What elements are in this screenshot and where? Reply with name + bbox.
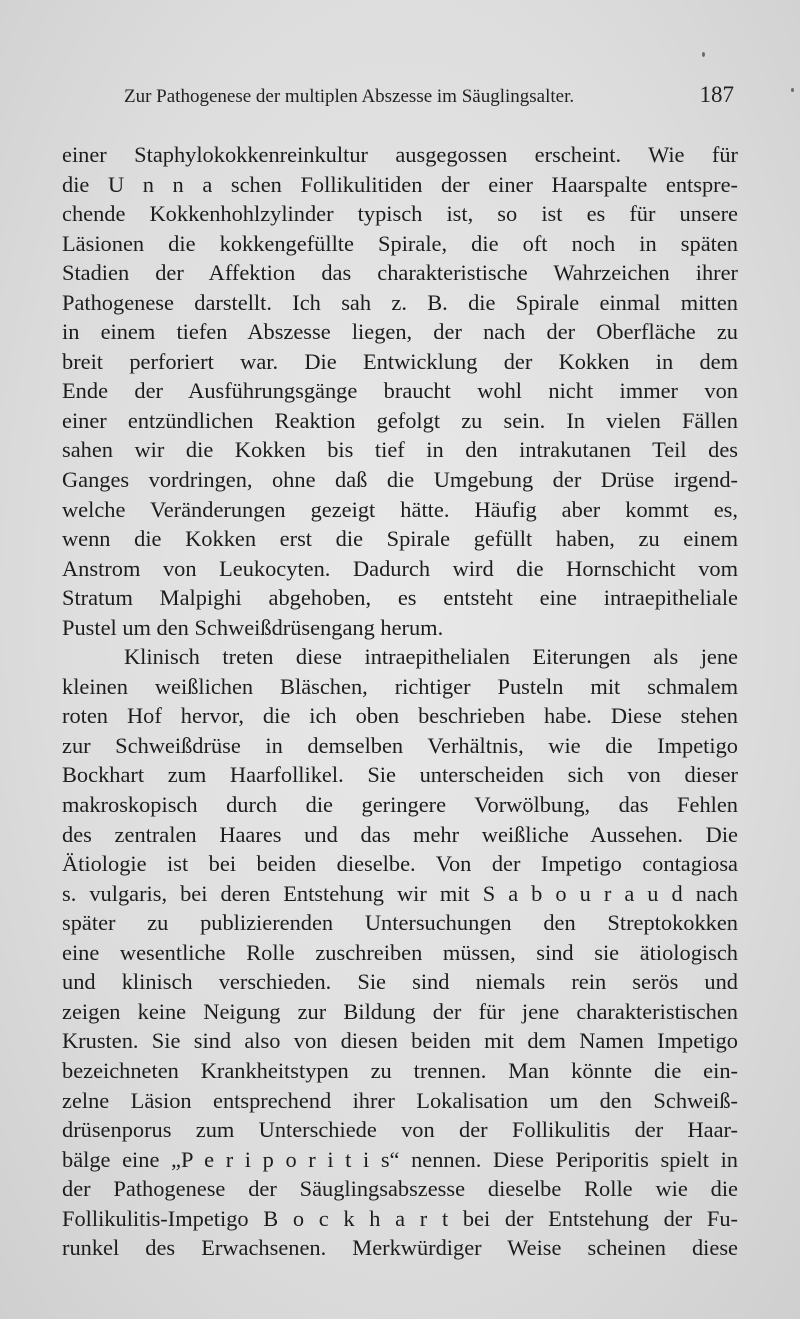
text-line: runkel des Erwachsenen. Merkwürdiger Weise scheinen diese [62, 1235, 738, 1261]
text-line: Ganges vordringen, ohne daß die Umgebung der Drüse irgend- [62, 467, 738, 493]
text-line: Anstrom von Leukocyten. Dadurch wird die Hornschicht vom [62, 555, 738, 581]
text-line: einer Staphylokokkenreinkultur ausgegossen erscheint. Wie für [62, 142, 738, 167]
text-line: s. vulgaris, bei deren Entstehung wir mit S a b o u r a u d nach [62, 880, 738, 906]
text-line: Stratum Malpighi abgehoben, es entsteht eine intraepitheliale [62, 585, 738, 611]
text-line: Läsionen die kokkengefüllte Spirale, die oft noch in späten [62, 230, 738, 256]
text-line: der Pathogenese der Säuglingsabszesse dieselbe Rolle wie die [62, 1176, 738, 1202]
running-header [124, 82, 734, 112]
text-line: Krusten. Sie sind also von diesen beiden mit dem Namen Impetigo [62, 1028, 738, 1054]
text-line: breit perforiert war. Die Entwicklung der Kokken in dem [62, 348, 738, 374]
text-line: kleinen weißlichen Bläschen, richtiger Pusteln mit schmalem [62, 673, 738, 699]
text-line: zeigen keine Neigung zur Bildung der für jene charakteristischen [62, 998, 738, 1024]
text-line: welche Veränderungen gezeigt hätte. Häufig aber kommt es, [62, 496, 738, 522]
text-line: des zentralen Haares und das mehr weißliche Aussehen. Die [62, 821, 738, 847]
text-line: Ätiologie ist bei beiden dieselbe. Von der Impetigo contagiosa [62, 851, 738, 877]
text-line: einer entzündlichen Reaktion gefolgt zu sein. In vielen Fällen [62, 407, 738, 433]
paragraph-start-line: Klinisch treten diese intraepithelialen Eiterungen als jene [124, 644, 738, 670]
text-line: Ende der Ausführungsgänge braucht wohl nicht immer von [62, 378, 738, 404]
text-line: sahen wir die Kokken bis tief in den intrakutanen Teil des [62, 437, 738, 463]
text-line: wenn die Kokken erst die Spirale gefüllt haben, zu einem [62, 526, 738, 552]
text-line: Pathogenese darstellt. Ich sah z. B. die Spirale einmal mitten [62, 289, 738, 315]
text-line: Follikulitis-Impetigo B o c k h a r t bei der Entstehung der Fu- [62, 1205, 738, 1231]
ink-speck [702, 52, 705, 57]
body-text [62, 140, 738, 1263]
ink-speck [791, 88, 794, 92]
text-line: in einem tiefen Abszesse liegen, der nach der Oberfläche zu [62, 319, 738, 345]
text-line: zur Schweißdrüse in demselben Verhältnis, wie die Impetigo [62, 732, 738, 758]
text-line: bälge eine „P e r i p o r i t i s“ nennen. Diese Periporitis spielt in [62, 1146, 738, 1172]
text-line: makroskopisch durch die geringere Vorwölbung, das Fehlen [62, 792, 738, 818]
text-line: bezeichneten Krankheitstypen zu trennen. Man könnte die ein- [62, 1057, 738, 1083]
paragraph-end-line: Pustel um den Schweißdrüsengang herum. [62, 614, 444, 640]
text-line: zelne Läsion entsprechend ihrer Lokalisation um den Schweiß- [62, 1087, 738, 1113]
text-line: drüsenporus zum Unterschiede von der Follikulitis der Haar- [62, 1117, 738, 1143]
text-line: eine wesentliche Rolle zuschreiben müssen, sind sie ätiologisch [62, 939, 738, 965]
text-line: die U n n a schen Follikulitiden der einer Haarspalte entspre- [62, 171, 738, 197]
page-number: 187 [699, 82, 734, 107]
text-line: und klinisch verschieden. Sie sind niemals rein serös und [62, 969, 738, 995]
text-line: roten Hof hervor, die ich oben beschrieben habe. Diese stehen [62, 703, 738, 729]
text-line: später zu publizierenden Untersuchungen den Streptokokken [62, 910, 738, 936]
text-line: chende Kokkenhohlzylinder typisch ist, so ist es für unsere [62, 201, 738, 227]
running-title: Zur Pathogenese der multiplen Abszesse im Säuglingsalter. [124, 86, 575, 107]
text-line: Stadien der Affektion das charakteristische Wahrzeichen ihrer [62, 260, 738, 286]
text-line: Bockhart zum Haarfollikel. Sie unterscheiden sich von dieser [62, 762, 738, 788]
